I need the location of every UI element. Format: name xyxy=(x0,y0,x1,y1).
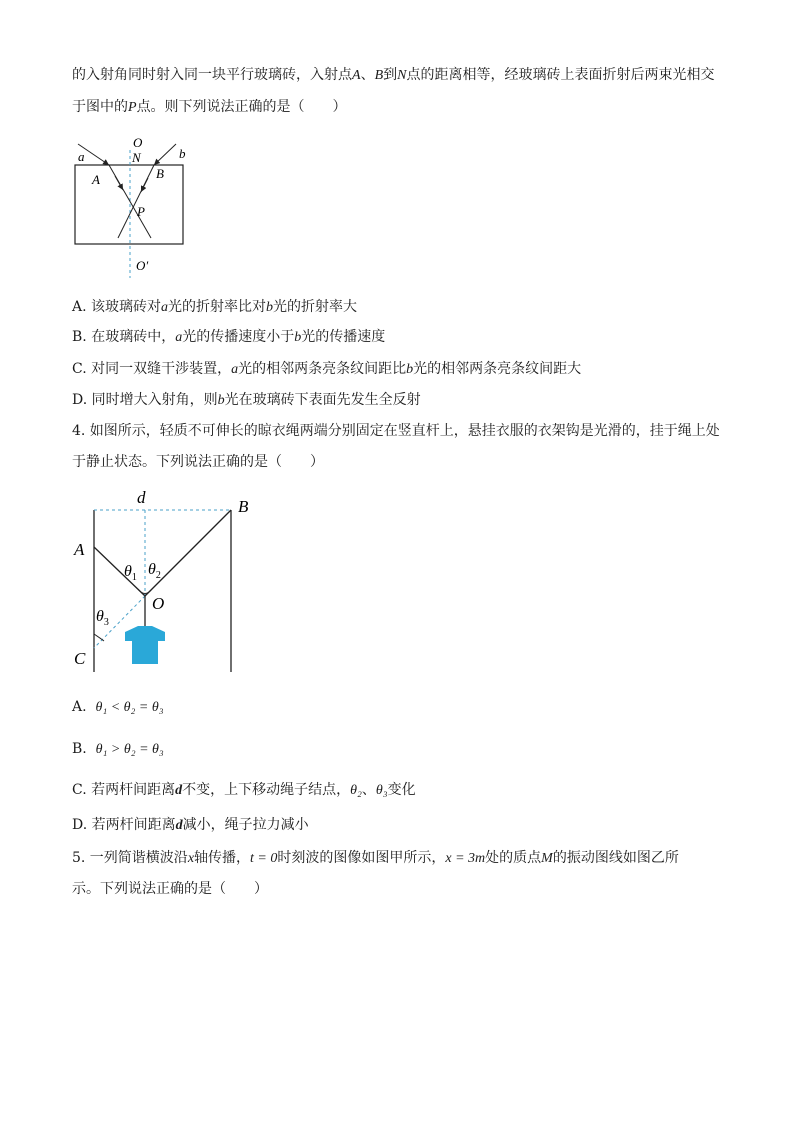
option-text: 光的折射率大 xyxy=(273,299,358,315)
q5-text: 时刻波的图像如图甲所示， xyxy=(277,850,446,866)
q3-stem-text: 点的距离相等，经玻璃砖上表面折射后两束光相交 xyxy=(406,67,715,83)
option-text: 光的传播速度小于 xyxy=(182,329,295,345)
q5-var: x xyxy=(187,851,195,866)
option-text: 变化 xyxy=(387,782,416,798)
label-B: B xyxy=(238,497,249,516)
q3-point-B: B xyxy=(374,68,384,83)
q3-separator: 、 xyxy=(360,67,375,83)
option-var: θ₃ xyxy=(375,783,388,798)
option-text: 光的相邻两条亮条纹间距比 xyxy=(238,361,407,377)
q5-text: 处的质点 xyxy=(485,850,542,866)
label-O-prime: O′ xyxy=(136,258,149,273)
label-d: d xyxy=(137,488,146,507)
label-b: b xyxy=(179,146,186,161)
option-expr: θ₁ < θ₂ = θ₃ xyxy=(95,700,164,715)
option-var: a xyxy=(161,300,169,315)
angle-arc-theta3 xyxy=(94,634,104,641)
label-C: C xyxy=(74,649,86,668)
option-text: D. 同时增大入射角，则 xyxy=(72,392,218,408)
q4-stem-line2: 于静止状态。下列说法正确的是（ ） xyxy=(72,454,324,470)
option-text: A. 该玻璃砖对 xyxy=(72,299,162,315)
q4-option-b xyxy=(72,739,164,760)
option-text: 光的传播速度 xyxy=(301,329,386,345)
label-O: O xyxy=(152,594,165,613)
option-var: a xyxy=(231,362,239,377)
option-var: b xyxy=(217,393,225,408)
q5-text: 的振动图线如图乙所 xyxy=(552,850,679,866)
option-label: B. xyxy=(72,741,87,757)
label-theta2: $\theta_2$ xyxy=(148,561,161,581)
q4-stem-line1: 4. 如图所示，轻质不可伸长的晾衣绳两端分别固定在竖直杆上，悬挂衣服的衣架钩是光滑的，挂于绳上处 xyxy=(72,423,720,439)
label-theta1: $\theta_1$ xyxy=(124,563,137,583)
shirt-icon xyxy=(125,626,165,664)
option-text: 光在玻璃砖下表面先发生全反射 xyxy=(224,392,421,408)
q3-point-N: N xyxy=(397,68,407,83)
q4-option-a xyxy=(72,697,164,718)
q5-stem-line1 xyxy=(72,848,679,869)
label-O: O xyxy=(133,135,143,150)
option-var: b xyxy=(406,362,414,377)
option-var: b xyxy=(266,300,274,315)
option-var: θ₂ xyxy=(350,783,362,798)
option-var: b xyxy=(294,330,302,345)
label-theta3: $\theta_3$ xyxy=(96,608,109,628)
q3-point-A: A xyxy=(352,68,361,83)
q3-stem-text: 的入射角同时射入同一块平行玻璃砖，入射点 xyxy=(72,67,352,83)
q5-var: M xyxy=(541,851,553,866)
option-text: C. 若两杆间距离 xyxy=(72,782,176,798)
label-A: A xyxy=(92,172,100,187)
label-A: A xyxy=(74,540,85,559)
option-var: d xyxy=(175,783,183,798)
q3-stem-text: 到 xyxy=(383,67,398,83)
q3-stem-text: 于图中的 xyxy=(72,99,128,115)
rope-right xyxy=(145,510,231,596)
label-a: a xyxy=(78,149,85,164)
option-text: C. 对同一双缝干涉装置， xyxy=(72,361,232,377)
label-B: B xyxy=(156,166,164,181)
q5-text: 轴传播， xyxy=(194,850,251,866)
option-text: 光的折射率比对 xyxy=(168,299,267,315)
option-expr: θ₁ > θ₂ = θ₃ xyxy=(95,742,164,757)
rope-left xyxy=(94,547,145,596)
q3-point-P: P xyxy=(128,100,137,115)
label-P: P xyxy=(137,204,145,219)
q3-stem-text: 点。则下列说法正确的是（ ） xyxy=(136,99,347,115)
option-text: 减小，绳子拉力减小 xyxy=(182,817,309,833)
option-text: 、 xyxy=(361,782,376,798)
q5-stem-line2: 示。下列说法正确的是（ ） xyxy=(72,881,268,897)
option-label: A. xyxy=(72,699,87,715)
q4-option-c xyxy=(72,780,416,801)
q5-var: x = 3m xyxy=(445,851,486,866)
option-text: D. 若两杆间距离 xyxy=(72,817,176,833)
q4-option-d xyxy=(72,815,309,836)
label-N: N xyxy=(132,150,141,165)
q5-text: 5. 一列简谐横波沿 xyxy=(72,850,188,866)
option-var: a xyxy=(175,330,183,345)
option-var: d xyxy=(175,818,183,833)
option-text: B. 在玻璃砖中， xyxy=(72,329,176,345)
q5-var: t = 0 xyxy=(250,851,278,866)
option-text: 不变，上下移动绳子结点， xyxy=(182,782,351,798)
option-text: 光的相邻两条亮条纹间距大 xyxy=(413,361,582,377)
